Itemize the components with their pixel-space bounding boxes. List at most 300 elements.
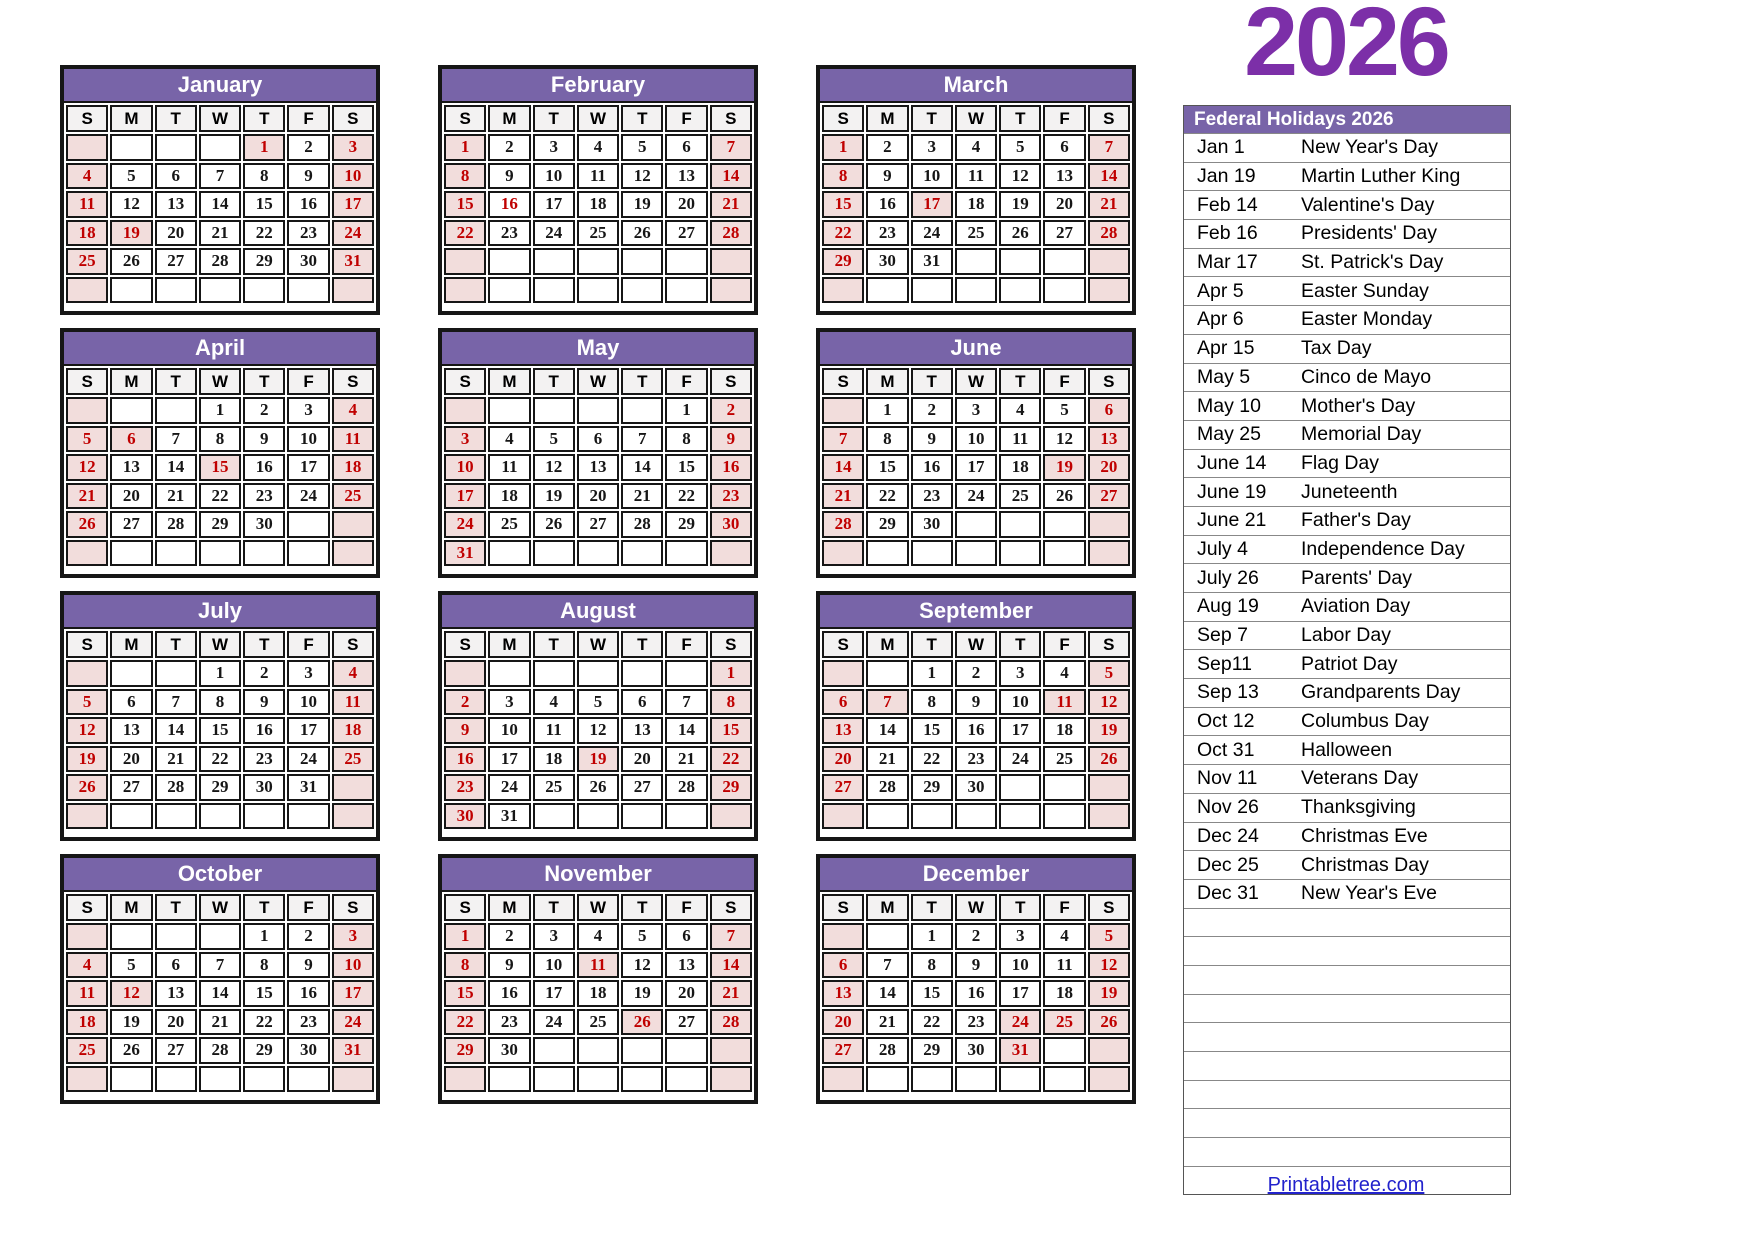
day-cell: 28	[866, 1037, 908, 1064]
weekday-header: T	[911, 631, 953, 658]
weekday-header: S	[1088, 105, 1130, 132]
weekday-header: M	[110, 894, 152, 921]
day-cell: 7	[199, 163, 241, 190]
day-cell: 17	[332, 980, 374, 1007]
month-november	[438, 854, 758, 1104]
day-cell: 13	[577, 454, 619, 481]
weekday-header: S	[822, 631, 864, 658]
empty-cell	[866, 277, 908, 304]
weekday-header: W	[199, 105, 241, 132]
day-cell: 3	[999, 923, 1041, 950]
weekday-header: S	[66, 105, 108, 132]
empty-cell	[199, 923, 241, 950]
holiday-row	[1184, 391, 1510, 420]
day-cell: 30	[243, 774, 285, 801]
empty-cell	[999, 1066, 1041, 1093]
day-cell: 28	[822, 511, 864, 538]
day-cell: 16	[243, 454, 285, 481]
day-cell: 10	[999, 689, 1041, 716]
day-cell: 27	[110, 511, 152, 538]
day-cell: 31	[332, 248, 374, 275]
day-cell: 18	[1043, 980, 1085, 1007]
day-cell: 12	[621, 952, 663, 979]
day-cell: 26	[110, 248, 152, 275]
weekday-header: M	[110, 105, 152, 132]
day-cell: 10	[332, 952, 374, 979]
empty-cell	[488, 540, 530, 567]
day-cell: 21	[710, 191, 752, 218]
day-cell: 1	[243, 134, 285, 161]
day-cell: 21	[155, 483, 197, 510]
holiday-row	[1184, 707, 1510, 736]
day-cell: 13	[155, 980, 197, 1007]
day-cell: 23	[444, 774, 486, 801]
day-cell: 29	[243, 248, 285, 275]
month-table	[442, 892, 754, 1094]
day-cell: 23	[287, 220, 329, 247]
empty-cell	[533, 540, 575, 567]
day-cell: 11	[577, 163, 619, 190]
holiday-row	[1184, 822, 1510, 851]
holiday-date: Nov 11	[1197, 767, 1258, 790]
holiday-name: New Year's Day	[1301, 136, 1439, 159]
weekday-header: S	[66, 368, 108, 395]
day-cell: 3	[999, 660, 1041, 687]
holiday-name: Memorial Day	[1301, 423, 1422, 446]
day-cell: 4	[332, 660, 374, 687]
day-cell: 2	[955, 923, 997, 950]
day-cell: 21	[665, 746, 707, 773]
month-october	[60, 854, 380, 1104]
weekday-header: S	[710, 631, 752, 658]
day-cell: 19	[1088, 717, 1130, 744]
weekday-header: S	[710, 894, 752, 921]
day-cell: 23	[488, 220, 530, 247]
weekday-header: S	[444, 368, 486, 395]
day-cell: 29	[444, 1037, 486, 1064]
day-cell: 29	[199, 511, 241, 538]
month-title: July	[64, 595, 376, 629]
weekday-header: M	[488, 368, 530, 395]
month-title: April	[64, 332, 376, 366]
empty-cell	[155, 134, 197, 161]
day-cell: 13	[822, 717, 864, 744]
day-cell: 23	[866, 220, 908, 247]
day-cell: 5	[533, 426, 575, 453]
day-cell: 24	[533, 220, 575, 247]
month-march	[816, 65, 1136, 315]
empty-cell	[621, 397, 663, 424]
day-cell: 28	[199, 248, 241, 275]
day-cell: 7	[866, 689, 908, 716]
day-cell: 7	[710, 923, 752, 950]
weekday-header: T	[999, 894, 1041, 921]
day-cell: 5	[110, 163, 152, 190]
day-cell: 6	[155, 952, 197, 979]
day-cell: 14	[199, 191, 241, 218]
holiday-name: Veterans Day	[1301, 767, 1419, 790]
day-cell: 9	[488, 163, 530, 190]
weekday-header: W	[955, 105, 997, 132]
day-cell: 11	[488, 454, 530, 481]
day-cell: 3	[444, 426, 486, 453]
day-cell: 16	[955, 717, 997, 744]
empty-cell	[1043, 511, 1085, 538]
holiday-name: Thanksgiving	[1301, 796, 1416, 819]
weekday-header: S	[710, 368, 752, 395]
weekday-header: S	[710, 105, 752, 132]
day-cell: 2	[911, 397, 953, 424]
holiday-date: Sep11	[1197, 652, 1252, 675]
empty-cell	[1088, 511, 1130, 538]
day-cell: 28	[621, 511, 663, 538]
month-title: May	[442, 332, 754, 366]
day-cell: 22	[199, 483, 241, 510]
day-cell: 14	[155, 454, 197, 481]
day-cell: 26	[621, 220, 663, 247]
day-cell: 6	[822, 952, 864, 979]
day-cell: 18	[999, 454, 1041, 481]
day-cell: 23	[287, 1009, 329, 1036]
empty-cell	[621, 540, 663, 567]
holiday-date: Dec 25	[1197, 853, 1259, 876]
weekday-header: T	[533, 894, 575, 921]
day-cell: 17	[999, 717, 1041, 744]
empty-cell	[66, 397, 108, 424]
weekday-header: W	[955, 894, 997, 921]
day-cell: 17	[911, 191, 953, 218]
holiday-date: Dec 31	[1197, 882, 1259, 905]
weekday-header: T	[243, 105, 285, 132]
day-cell: 12	[1088, 689, 1130, 716]
holiday-name: Easter Sunday	[1301, 279, 1429, 302]
day-cell: 25	[66, 248, 108, 275]
weekday-header: S	[332, 894, 374, 921]
holiday-empty-row	[1184, 965, 1510, 994]
month-may	[438, 328, 758, 578]
holiday-name: Aviation Day	[1301, 595, 1411, 618]
day-cell: 4	[577, 134, 619, 161]
empty-cell	[955, 803, 997, 830]
empty-cell	[110, 397, 152, 424]
empty-cell	[999, 540, 1041, 567]
day-cell: 22	[199, 746, 241, 773]
day-cell: 29	[199, 774, 241, 801]
day-cell: 12	[110, 980, 152, 1007]
day-cell: 12	[66, 454, 108, 481]
weekday-header: M	[488, 631, 530, 658]
day-cell: 22	[665, 483, 707, 510]
empty-cell	[332, 803, 374, 830]
day-cell: 3	[332, 923, 374, 950]
weekday-header: W	[199, 894, 241, 921]
holiday-name: New Year's Eve	[1301, 882, 1437, 905]
day-cell: 13	[1043, 163, 1085, 190]
holiday-row	[1184, 248, 1510, 277]
holiday-row	[1184, 649, 1510, 678]
empty-cell	[155, 277, 197, 304]
empty-cell	[955, 277, 997, 304]
day-cell: 22	[243, 1009, 285, 1036]
day-cell: 11	[577, 952, 619, 979]
empty-cell	[822, 540, 864, 567]
empty-cell	[911, 277, 953, 304]
day-cell: 8	[822, 163, 864, 190]
day-cell: 14	[822, 454, 864, 481]
day-cell: 26	[66, 774, 108, 801]
day-cell: 31	[444, 540, 486, 567]
day-cell: 2	[955, 660, 997, 687]
day-cell: 3	[287, 660, 329, 687]
day-cell: 1	[665, 397, 707, 424]
day-cell: 15	[243, 980, 285, 1007]
day-cell: 3	[533, 923, 575, 950]
day-cell: 13	[110, 454, 152, 481]
day-cell: 7	[1088, 134, 1130, 161]
empty-cell	[488, 277, 530, 304]
day-cell: 31	[999, 1037, 1041, 1064]
day-cell: 16	[444, 746, 486, 773]
day-cell: 5	[1088, 660, 1130, 687]
day-cell: 14	[866, 980, 908, 1007]
holiday-name: Patriot Day	[1301, 652, 1398, 675]
day-cell: 20	[621, 746, 663, 773]
empty-cell	[533, 1037, 575, 1064]
weekday-header: S	[66, 894, 108, 921]
day-cell: 29	[822, 248, 864, 275]
day-cell: 8	[866, 426, 908, 453]
day-cell: 13	[110, 717, 152, 744]
day-cell: 26	[1088, 746, 1130, 773]
empty-cell	[66, 803, 108, 830]
holiday-row	[1184, 563, 1510, 592]
empty-cell	[621, 803, 663, 830]
day-cell: 2	[488, 134, 530, 161]
day-cell: 24	[488, 774, 530, 801]
day-cell: 5	[66, 689, 108, 716]
empty-cell	[488, 660, 530, 687]
empty-cell	[822, 397, 864, 424]
holiday-row	[1184, 477, 1510, 506]
day-cell: 24	[444, 511, 486, 538]
day-cell: 13	[665, 952, 707, 979]
day-cell: 22	[444, 220, 486, 247]
day-cell: 4	[955, 134, 997, 161]
empty-cell	[110, 540, 152, 567]
empty-cell	[444, 397, 486, 424]
day-cell: 19	[110, 1009, 152, 1036]
day-cell: 10	[287, 426, 329, 453]
day-cell: 15	[710, 717, 752, 744]
holiday-empty-row	[1184, 1051, 1510, 1080]
day-cell: 16	[488, 980, 530, 1007]
empty-cell	[710, 277, 752, 304]
empty-cell	[866, 660, 908, 687]
day-cell: 10	[287, 689, 329, 716]
month-title: August	[442, 595, 754, 629]
day-cell: 31	[488, 803, 530, 830]
day-cell: 19	[577, 746, 619, 773]
weekday-header: M	[488, 894, 530, 921]
day-cell: 27	[577, 511, 619, 538]
weekday-header: W	[577, 894, 619, 921]
empty-cell	[577, 1037, 619, 1064]
day-cell: 1	[710, 660, 752, 687]
month-table	[820, 629, 1132, 831]
empty-cell	[110, 1066, 152, 1093]
holiday-row	[1184, 621, 1510, 650]
empty-cell	[577, 277, 619, 304]
day-cell: 20	[155, 1009, 197, 1036]
holiday-date: May 5	[1197, 365, 1251, 388]
day-cell: 8	[911, 952, 953, 979]
empty-cell	[999, 803, 1041, 830]
day-cell: 24	[287, 746, 329, 773]
day-cell: 26	[999, 220, 1041, 247]
empty-cell	[199, 540, 241, 567]
day-cell: 1	[822, 134, 864, 161]
holiday-name: Flag Day	[1301, 451, 1380, 474]
printabletree-link[interactable]: Printabletree.com	[1267, 1174, 1425, 1196]
day-cell: 5	[1043, 397, 1085, 424]
day-cell: 13	[155, 191, 197, 218]
empty-cell	[577, 803, 619, 830]
month-title: June	[820, 332, 1132, 366]
day-cell: 16	[287, 980, 329, 1007]
empty-cell	[1088, 1037, 1130, 1064]
day-cell: 14	[199, 980, 241, 1007]
holidays-table-header: Federal Holidays 2026	[1184, 106, 1510, 133]
holiday-name: Columbus Day	[1301, 710, 1429, 733]
day-cell: 27	[1088, 483, 1130, 510]
empty-cell	[1088, 1066, 1130, 1093]
day-cell: 4	[332, 397, 374, 424]
day-cell: 7	[155, 689, 197, 716]
holiday-row	[1184, 219, 1510, 248]
month-table	[64, 103, 376, 305]
day-cell: 20	[665, 980, 707, 1007]
day-cell: 27	[1043, 220, 1085, 247]
day-cell: 2	[287, 923, 329, 950]
empty-cell	[1088, 803, 1130, 830]
day-cell: 25	[66, 1037, 108, 1064]
day-cell: 17	[955, 454, 997, 481]
holiday-name: Presidents' Day	[1301, 222, 1437, 245]
day-cell: 19	[1088, 980, 1130, 1007]
day-cell: 19	[533, 483, 575, 510]
empty-cell	[110, 923, 152, 950]
day-cell: 13	[665, 163, 707, 190]
holiday-empty-row	[1184, 1108, 1510, 1137]
day-cell: 26	[110, 1037, 152, 1064]
day-cell: 10	[332, 163, 374, 190]
holiday-date: June 14	[1197, 451, 1267, 474]
day-cell: 9	[710, 426, 752, 453]
weekday-header: S	[822, 894, 864, 921]
day-cell: 17	[332, 191, 374, 218]
day-cell: 13	[621, 717, 663, 744]
day-cell: 1	[243, 923, 285, 950]
empty-cell	[199, 803, 241, 830]
day-cell: 17	[533, 980, 575, 1007]
weekday-header: S	[444, 105, 486, 132]
day-cell: 6	[822, 689, 864, 716]
day-cell: 15	[199, 717, 241, 744]
day-cell: 23	[955, 746, 997, 773]
day-cell: 31	[332, 1037, 374, 1064]
holiday-date: Apr 5	[1197, 279, 1244, 302]
day-cell: 15	[866, 454, 908, 481]
day-cell: 25	[577, 1009, 619, 1036]
day-cell: 8	[444, 163, 486, 190]
holiday-name: Grandparents Day	[1301, 681, 1461, 704]
weekday-header: M	[866, 631, 908, 658]
weekday-header: T	[911, 368, 953, 395]
holiday-date: July 4	[1197, 537, 1248, 560]
holiday-row	[1184, 764, 1510, 793]
empty-cell	[243, 1066, 285, 1093]
day-cell: 30	[911, 511, 953, 538]
day-cell: 9	[287, 952, 329, 979]
holiday-date: Oct 12	[1197, 710, 1255, 733]
month-table	[64, 892, 376, 1094]
day-cell: 6	[155, 163, 197, 190]
holiday-name: Halloween	[1301, 738, 1393, 761]
day-cell: 17	[444, 483, 486, 510]
empty-cell	[287, 1066, 329, 1093]
day-cell: 14	[866, 717, 908, 744]
holiday-date: Nov 26	[1197, 796, 1259, 819]
month-title: December	[820, 858, 1132, 892]
day-cell: 25	[577, 220, 619, 247]
day-cell: 10	[533, 163, 575, 190]
weekday-header: T	[155, 631, 197, 658]
day-cell: 22	[911, 1009, 953, 1036]
empty-cell	[110, 277, 152, 304]
day-cell: 21	[199, 1009, 241, 1036]
empty-cell	[533, 248, 575, 275]
weekday-header: T	[621, 105, 663, 132]
day-cell: 11	[1043, 952, 1085, 979]
holiday-date: July 26	[1197, 566, 1259, 589]
day-cell: 25	[955, 220, 997, 247]
weekday-header: S	[822, 368, 864, 395]
empty-cell	[332, 540, 374, 567]
day-cell: 27	[155, 1037, 197, 1064]
empty-cell	[822, 803, 864, 830]
day-cell: 18	[577, 191, 619, 218]
weekday-header: W	[199, 631, 241, 658]
empty-cell	[621, 1037, 663, 1064]
holiday-empty-row	[1184, 1137, 1510, 1166]
empty-cell	[488, 1066, 530, 1093]
day-cell: 10	[488, 717, 530, 744]
day-cell: 10	[999, 952, 1041, 979]
holiday-name: Martin Luther King	[1301, 165, 1461, 188]
day-cell: 30	[955, 774, 997, 801]
empty-cell	[332, 1066, 374, 1093]
day-cell: 23	[243, 746, 285, 773]
weekday-header: S	[332, 368, 374, 395]
day-cell: 14	[621, 454, 663, 481]
weekday-header: F	[665, 894, 707, 921]
weekday-header: M	[866, 105, 908, 132]
day-cell: 24	[999, 746, 1041, 773]
empty-cell	[332, 277, 374, 304]
holiday-row	[1184, 133, 1510, 162]
empty-cell	[955, 248, 997, 275]
weekday-header: F	[287, 631, 329, 658]
